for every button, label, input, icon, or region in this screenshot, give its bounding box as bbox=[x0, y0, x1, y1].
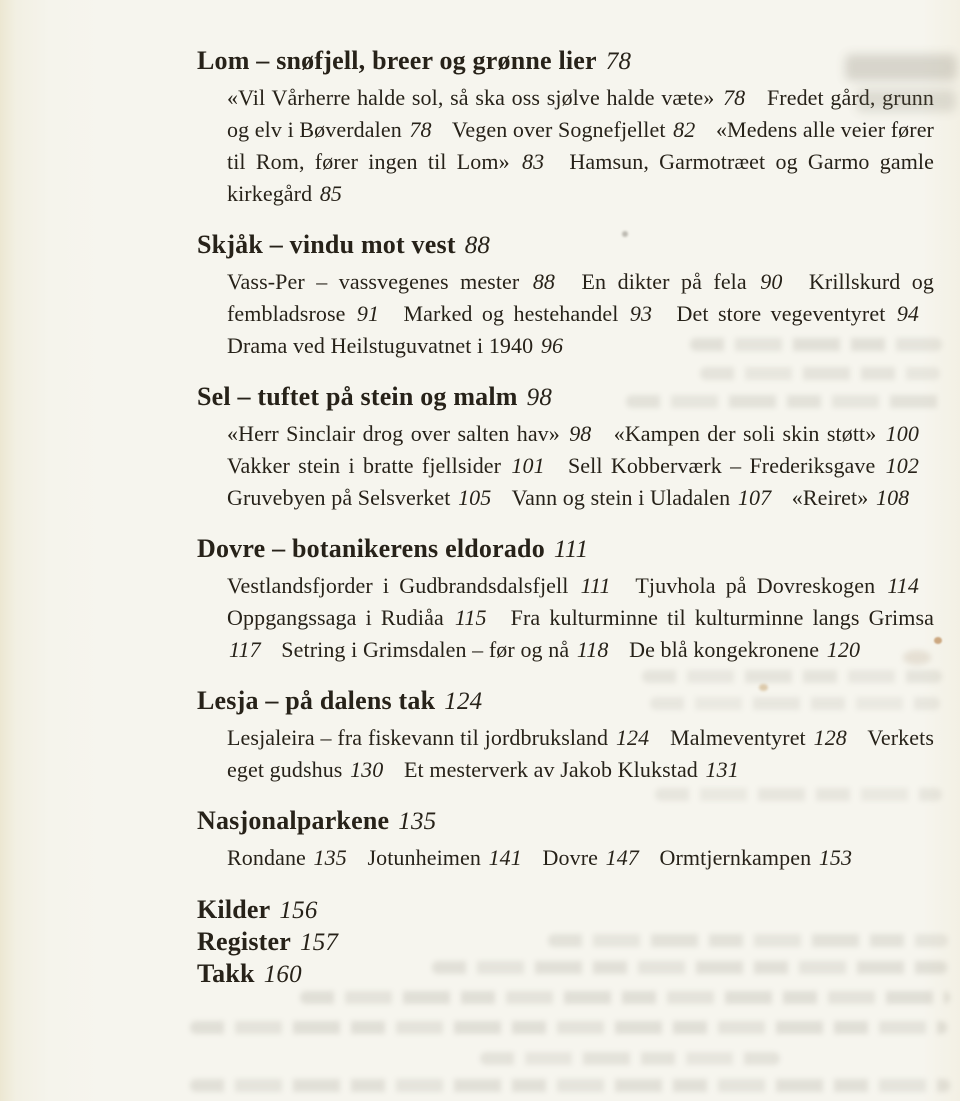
bleed-through-ghost bbox=[690, 338, 942, 351]
entry-label: Gruvebyen på Selsverket bbox=[227, 485, 451, 510]
toc-section bbox=[197, 806, 934, 874]
entry-label: «Medens alle veier fører til Rom, fører ingen til Lom» bbox=[227, 117, 934, 174]
entry-label: «Reiret» bbox=[791, 485, 869, 510]
bleed-through-ghost bbox=[700, 367, 940, 380]
entry-page-number: 115 bbox=[454, 605, 487, 630]
section-entries bbox=[197, 722, 934, 786]
bleed-through-ghost bbox=[300, 991, 950, 1004]
entry-page-number: 98 bbox=[569, 421, 592, 446]
entry-label: Lesjaleira – fra fiskevann til jordbruksland bbox=[227, 725, 609, 750]
paper-speck bbox=[934, 637, 942, 644]
section-heading bbox=[197, 230, 934, 261]
entry-label: Vass-Per – vassvegenes mester bbox=[227, 269, 520, 294]
section-heading bbox=[197, 806, 934, 837]
entry-label: Vegen over Sognefjellet bbox=[451, 117, 666, 142]
bleed-through-ghost bbox=[432, 961, 947, 974]
entry-label: En dikter på fela bbox=[581, 269, 747, 294]
toc-entry bbox=[404, 301, 653, 326]
toc-content bbox=[197, 46, 934, 990]
back-matter-page-number: 156 bbox=[279, 897, 318, 924]
entry-page-number: 135 bbox=[313, 845, 347, 870]
entry-page-number: 111 bbox=[580, 573, 611, 598]
toc-entry bbox=[614, 421, 919, 446]
toc-entry bbox=[227, 333, 563, 358]
toc-section bbox=[197, 534, 934, 666]
back-matter-title: Register bbox=[197, 927, 291, 956]
section-page-number: 78 bbox=[605, 48, 632, 75]
section-entries bbox=[197, 570, 934, 666]
entry-page-number: 83 bbox=[521, 149, 545, 174]
toc-entry bbox=[227, 85, 745, 110]
entry-page-number: 108 bbox=[875, 485, 910, 510]
paper-speck bbox=[622, 231, 628, 237]
entry-label: Oppgangssaga i Rudiåa bbox=[227, 605, 444, 630]
entry-label: De blå kongekronene bbox=[629, 637, 820, 662]
entry-page-number: 78 bbox=[723, 85, 746, 110]
back-matter-item bbox=[197, 894, 934, 926]
toc-entry bbox=[227, 269, 555, 294]
section-entries bbox=[197, 82, 934, 210]
section-title: Lesja – på dalens tak bbox=[197, 686, 436, 715]
entry-label: Det store vegeventyret bbox=[676, 301, 886, 326]
entry-page-number: 88 bbox=[532, 269, 556, 294]
back-matter-page-number: 160 bbox=[263, 961, 302, 988]
paper-speck bbox=[759, 684, 768, 691]
paper-speck bbox=[903, 650, 931, 665]
back-matter-page-number: 157 bbox=[300, 929, 339, 956]
toc-entry bbox=[227, 845, 347, 870]
entry-page-number: 114 bbox=[887, 573, 919, 598]
toc-entry bbox=[582, 269, 783, 294]
entry-page-number: 130 bbox=[350, 757, 384, 782]
entry-page-number: 96 bbox=[540, 333, 564, 358]
toc-entry bbox=[367, 845, 521, 870]
entry-label: Et mesterverk av Jakob Klukstad bbox=[404, 757, 698, 782]
section-page-number: 98 bbox=[526, 384, 553, 411]
section-page-number: 135 bbox=[398, 808, 437, 835]
entry-page-number: 147 bbox=[605, 845, 639, 870]
bleed-through-ghost bbox=[626, 395, 942, 408]
entry-label: «Vil Vårherre halde sol, så ska oss sjølve halde væte» bbox=[227, 85, 715, 110]
entry-label: Vann og stein i Uladalen bbox=[511, 485, 731, 510]
section-entries bbox=[197, 418, 934, 514]
toc-entry bbox=[227, 573, 611, 598]
entry-page-number: 94 bbox=[896, 301, 920, 326]
bleed-through-ghost bbox=[845, 54, 957, 81]
entry-label: Marked og hestehandel bbox=[403, 301, 619, 326]
entry-label: Malmeventyret bbox=[670, 725, 806, 750]
entry-label: «Herr Sinclair drog over salten hav» bbox=[227, 421, 560, 446]
section-title: Nasjonalparkene bbox=[197, 806, 390, 835]
toc-entry bbox=[660, 845, 853, 870]
toc-entry bbox=[543, 845, 639, 870]
section-page-number: 88 bbox=[464, 232, 491, 259]
section-title: Sel – tuftet på stein og malm bbox=[197, 382, 518, 411]
bleed-through-ghost bbox=[856, 89, 956, 112]
entry-page-number: 100 bbox=[885, 421, 919, 446]
entry-page-number: 102 bbox=[885, 453, 919, 478]
toc-entry bbox=[404, 757, 739, 782]
entry-page-number: 128 bbox=[813, 725, 847, 750]
toc-entry bbox=[512, 485, 772, 510]
entry-page-number: 85 bbox=[319, 181, 343, 206]
entry-page-number: 82 bbox=[673, 117, 696, 142]
entry-label: Hamsun, Garmotræet og Garmo gamle kirkegård bbox=[227, 149, 935, 206]
back-matter-title: Takk bbox=[197, 959, 255, 988]
entry-page-number: 78 bbox=[409, 117, 432, 142]
toc-entry bbox=[670, 725, 847, 750]
bleed-through-ghost bbox=[650, 697, 940, 710]
section-entries bbox=[197, 842, 934, 874]
section-page-number: 111 bbox=[553, 536, 589, 563]
entry-page-number: 124 bbox=[615, 725, 650, 750]
toc-section bbox=[197, 46, 934, 210]
toc-entry bbox=[227, 725, 649, 750]
entry-label: Tjuvhola på Dovreskogen bbox=[635, 573, 876, 598]
bleed-through-ghost bbox=[642, 670, 942, 683]
entry-page-number: 118 bbox=[576, 637, 609, 662]
bleed-through-ghost bbox=[190, 1021, 947, 1034]
section-title: Dovre – botanikerens eldorado bbox=[197, 534, 545, 563]
entry-label: Dovre bbox=[542, 845, 598, 870]
back-matter-title: Kilder bbox=[197, 895, 271, 924]
entry-label: «Kampen der soli skin støtt» bbox=[613, 421, 877, 446]
section-title: Skjåk – vindu mot vest bbox=[197, 230, 456, 259]
section-page-number: 124 bbox=[444, 688, 483, 715]
entry-label: Drama ved Heilstuguvatnet i 1940 bbox=[227, 333, 534, 358]
toc-entry bbox=[676, 301, 919, 326]
entry-page-number: 93 bbox=[629, 301, 653, 326]
bleed-through-ghost bbox=[190, 1079, 950, 1092]
section-heading bbox=[197, 534, 934, 565]
bleed-through-ghost bbox=[480, 1052, 780, 1065]
entry-page-number: 105 bbox=[458, 485, 492, 510]
entry-label: Fredet gård, grunn og elv i Bøverdalen bbox=[227, 85, 934, 142]
section-title: Lom – snøfjell, breer og grønne lier bbox=[197, 46, 597, 75]
entry-label: Vestlandsfjorder i Gudbrandsdalsfjell bbox=[227, 573, 569, 598]
toc-entry bbox=[227, 485, 491, 510]
bleed-through-ghost bbox=[548, 934, 948, 947]
toc-entry bbox=[227, 421, 591, 446]
entry-page-number: 117 bbox=[229, 637, 261, 662]
entry-label: Ormtjernkampen bbox=[659, 845, 812, 870]
entry-page-number: 107 bbox=[737, 485, 772, 510]
entry-page-number: 131 bbox=[705, 757, 739, 782]
toc-entry bbox=[792, 485, 909, 510]
bleed-through-ghost bbox=[655, 788, 942, 801]
entry-label: Setring i Grimsdalen – før og nå bbox=[281, 637, 570, 662]
toc-entry bbox=[227, 453, 545, 478]
entry-page-number: 141 bbox=[488, 845, 522, 870]
toc-entry bbox=[568, 453, 919, 478]
entry-label: Verkets eget gudshus bbox=[227, 725, 935, 782]
toc-entry bbox=[635, 573, 919, 598]
toc-entry bbox=[227, 605, 487, 630]
section-heading bbox=[197, 46, 934, 77]
entry-page-number: 153 bbox=[818, 845, 853, 870]
entry-label: Rondane bbox=[227, 845, 306, 870]
entry-label: Krillskurd og fembladsrose bbox=[227, 269, 935, 326]
toc-entry bbox=[281, 637, 608, 662]
entry-label: Fra kulturminne til kulturminne langs Grimsa bbox=[510, 605, 934, 630]
entry-page-number: 101 bbox=[511, 453, 545, 478]
entry-label: Jotunheimen bbox=[367, 845, 481, 870]
toc-entry bbox=[629, 637, 860, 662]
entry-label: Vakker stein i bratte fjellsider bbox=[227, 453, 502, 478]
toc-sections bbox=[197, 46, 934, 874]
entry-page-number: 120 bbox=[826, 637, 861, 662]
toc-entry bbox=[452, 117, 696, 142]
entry-page-number: 90 bbox=[760, 269, 783, 294]
entry-page-number: 91 bbox=[356, 301, 380, 326]
entry-label: Sell Kobberværk – Frederiksgave bbox=[567, 453, 876, 478]
